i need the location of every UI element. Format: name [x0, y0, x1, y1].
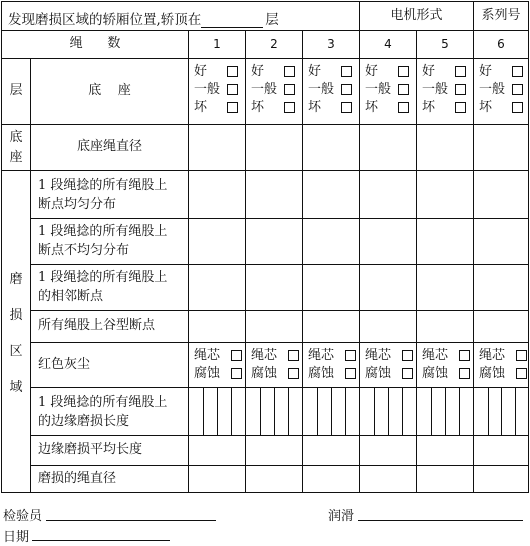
dust-option-row [308, 365, 356, 383]
dust-option-label: 腐蚀 [365, 366, 392, 381]
col-6-header: 6 [497, 36, 505, 51]
checkbox[interactable] [398, 66, 409, 77]
subdivision-line [231, 388, 232, 435]
base-option-row [422, 81, 466, 99]
base-diameter-label: 底座绳直径 [76, 139, 142, 155]
base-option-row [365, 99, 409, 117]
checkbox[interactable] [227, 66, 238, 77]
subdivision-line [431, 388, 432, 435]
dust-option-row [479, 347, 527, 365]
checkbox[interactable] [284, 66, 295, 77]
base-option-label: 好 [365, 64, 379, 79]
checkbox[interactable] [284, 102, 295, 113]
base-option-label: 一般 [365, 82, 392, 97]
floor-blank[interactable] [201, 14, 263, 28]
base-option-label: 一般 [194, 82, 221, 97]
base-section-label: 底 座 [9, 130, 23, 165]
wear-section-char: 损 [9, 308, 23, 323]
checkbox[interactable] [284, 84, 295, 95]
base-option-label: 一般 [479, 82, 506, 97]
subdivision-line [288, 388, 289, 435]
dust-option-row [194, 365, 242, 383]
row-valley-breaks: 所有绳股上谷型断点 [38, 318, 156, 334]
subdivision-line [345, 388, 346, 435]
subdivision-line [317, 388, 318, 435]
dust-option-label: 腐蚀 [194, 366, 221, 381]
motor-type-header: 电机形式 [390, 7, 443, 23]
base-condition-options [422, 63, 466, 117]
checkbox[interactable] [345, 350, 356, 361]
base-option-label: 坏 [479, 100, 493, 115]
base-option-row [479, 63, 523, 81]
dust-option-label: 绳芯 [308, 348, 335, 363]
checkbox[interactable] [341, 84, 352, 95]
inspector-line[interactable] [46, 520, 216, 521]
checkbox[interactable] [512, 84, 523, 95]
lubrication-line[interactable] [358, 520, 523, 521]
subdivision-line [445, 388, 446, 435]
base-option-row [251, 81, 295, 99]
dust-option-row [308, 347, 356, 365]
date-line[interactable] [32, 540, 170, 541]
subdivision-line [501, 388, 502, 435]
checkbox[interactable] [402, 350, 413, 361]
row-red-dust: 红色灰尘 [38, 356, 91, 372]
subdivision-line [374, 388, 375, 435]
col-5-header: 5 [441, 36, 449, 51]
row-nonuniform-breaks: 1 段绳捻的所有绳股上 断点不均匀分布 [38, 224, 168, 258]
base-option-row [365, 63, 409, 81]
base-option-row [308, 63, 352, 81]
checkbox[interactable] [288, 368, 299, 379]
dust-option-label: 腐蚀 [308, 366, 335, 381]
base-option-row [308, 81, 352, 99]
subdivision-line [402, 388, 403, 435]
checkbox[interactable] [512, 102, 523, 113]
base-option-row [251, 99, 295, 117]
base-option-label: 一般 [308, 82, 335, 97]
dust-option-row [251, 347, 299, 365]
dust-option-row [365, 347, 413, 365]
wear-section-char: 域 [9, 380, 23, 395]
wear-section-char: 磨 [9, 272, 23, 287]
date-label: 日期 [3, 530, 30, 545]
dust-option-label: 绳芯 [194, 348, 221, 363]
subdivision-line [459, 388, 460, 435]
base-option-label: 坏 [194, 100, 208, 115]
dust-option-label: 绳芯 [479, 348, 506, 363]
series-no-header: 系列号 [481, 7, 521, 23]
row-edge-wear-length: 1 段绳捻的所有绳股上 的边缘磨损长度 [38, 395, 168, 429]
base-option-row [479, 81, 523, 99]
dust-options [251, 347, 299, 383]
subdivision-line [515, 388, 516, 435]
subdivision-line [260, 388, 261, 435]
dust-option-row [365, 365, 413, 383]
base-condition-options [365, 63, 409, 117]
dust-options [308, 347, 356, 383]
rope-count-label: 绳 数 [69, 36, 121, 52]
subdivision-line [274, 388, 275, 435]
checkbox[interactable] [288, 350, 299, 361]
subdivision-line [203, 388, 204, 435]
base-option-label: 好 [251, 64, 265, 79]
subdivision-line [388, 388, 389, 435]
base-option-label: 坏 [422, 100, 436, 115]
checkbox[interactable] [455, 102, 466, 113]
dust-option-row [194, 347, 242, 365]
subdivision-line [217, 388, 218, 435]
checkbox[interactable] [455, 66, 466, 77]
base-option-label: 好 [479, 64, 493, 79]
row-avg-edge-wear: 边缘磨损平均长度 [38, 442, 143, 458]
base-condition-options [194, 63, 238, 117]
lubrication-label: 润滑 [328, 509, 355, 524]
base-option-row [308, 99, 352, 117]
inspector-label: 检验员 [3, 509, 43, 524]
base-option-label: 坏 [308, 100, 322, 115]
col-2-header: 2 [270, 36, 278, 51]
row-worn-diameter: 磨损的绳直径 [38, 470, 117, 486]
dust-options [422, 347, 470, 383]
base-label: 底 座 [88, 83, 131, 99]
checkbox[interactable] [231, 350, 242, 361]
base-option-row [479, 99, 523, 117]
base-option-label: 好 [422, 64, 436, 79]
dust-option-row [251, 365, 299, 383]
base-option-row [365, 81, 409, 99]
checkbox[interactable] [512, 66, 523, 77]
checkbox[interactable] [516, 368, 527, 379]
dust-option-row [422, 347, 470, 365]
base-condition-options [479, 63, 523, 117]
checkbox[interactable] [455, 84, 466, 95]
dust-options [194, 347, 242, 383]
base-option-row [422, 99, 466, 117]
wear-section-label [2, 262, 30, 406]
base-option-row [194, 99, 238, 117]
dust-option-label: 绳芯 [365, 348, 392, 363]
checkbox[interactable] [341, 102, 352, 113]
checkbox[interactable] [227, 84, 238, 95]
checkbox[interactable] [459, 368, 470, 379]
base-option-label: 一般 [422, 82, 449, 97]
wear-section-char: 区 [9, 344, 23, 359]
base-option-row [194, 63, 238, 81]
base-option-row [194, 81, 238, 99]
col-4-header: 4 [384, 36, 392, 51]
row-adjacent-breaks: 1 段绳捻的所有绳股上 的相邻断点 [38, 270, 168, 304]
row-uniform-breaks: 1 段绳捻的所有绳股上 断点均匀分布 [38, 178, 168, 212]
dust-option-row [422, 365, 470, 383]
base-condition-options [308, 63, 352, 117]
checkbox[interactable] [345, 368, 356, 379]
checkbox[interactable] [402, 368, 413, 379]
col-1-header: 1 [213, 36, 221, 51]
dust-options [479, 347, 527, 383]
checkbox[interactable] [398, 84, 409, 95]
checkbox[interactable] [227, 102, 238, 113]
checkbox[interactable] [341, 66, 352, 77]
base-option-label: 好 [194, 64, 208, 79]
checkbox[interactable] [398, 102, 409, 113]
col-3-header: 3 [327, 36, 335, 51]
base-option-row [251, 63, 295, 81]
base-option-label: 坏 [251, 100, 265, 115]
subdivision-line [331, 388, 332, 435]
base-option-label: 好 [308, 64, 322, 79]
base-option-row [422, 63, 466, 81]
found-location-label: 发现磨损区域的轿厢位置,轿顶在 层 [8, 12, 279, 28]
dust-option-label: 绳芯 [251, 348, 278, 363]
base-option-label: 一般 [251, 82, 278, 97]
dust-options [365, 347, 413, 383]
dust-option-row [479, 365, 527, 383]
checkbox[interactable] [231, 368, 242, 379]
dust-option-label: 腐蚀 [479, 366, 506, 381]
checkbox[interactable] [459, 350, 470, 361]
layer-label: 层 [9, 83, 23, 99]
checkbox[interactable] [516, 350, 527, 361]
dust-option-label: 腐蚀 [251, 366, 278, 381]
dust-option-label: 绳芯 [422, 348, 449, 363]
base-option-label: 坏 [365, 100, 379, 115]
subdivision-line [488, 388, 489, 435]
base-condition-options [251, 63, 295, 117]
dust-option-label: 腐蚀 [422, 366, 449, 381]
